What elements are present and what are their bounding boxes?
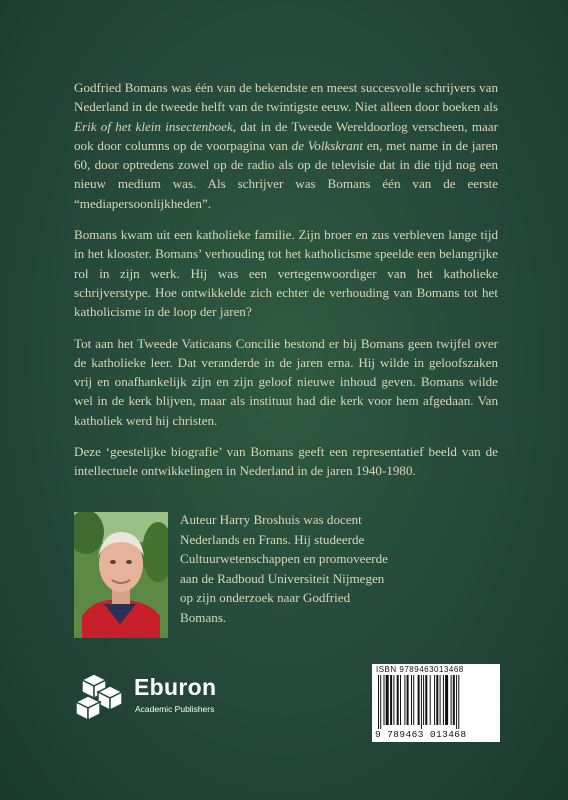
barcode-bar: [440, 675, 441, 725]
barcode-bar: [413, 675, 414, 725]
barcode-bar: [380, 675, 381, 729]
blurb-paragraph-4: Deze ‘geestelijke biografie’ van Bomans geeft een representatief beeld van de intellectuele ontwikkelingen in Nederland in de jaren 1940-1980.: [74, 444, 498, 479]
barcode-bar: [423, 675, 424, 725]
barcode-bar: [458, 675, 459, 729]
publisher-name: Eburon: [134, 674, 217, 700]
barcode-bar: [421, 675, 422, 729]
barcode-bar: [453, 675, 455, 725]
barcode-bar: [384, 675, 385, 725]
blurb-paragraph-2: Bomans kwam uit een katholieke familie. Zijn broer en zus verbleven lange tijd in het klooster. Bomans’ verhouding tot het katholicisme speelde een belangrijke rol in zijn werk. Hij was een vertegenwoordiger van het katholieke schrijverstype. Hoe ontwikkelde zich echter de verhouding van Bomans tot het katholicisme in de loop der jaren?: [74, 227, 498, 320]
barcode-bar: [425, 675, 427, 725]
book-title: Erik of het klein insectenboek: [74, 118, 233, 134]
isbn-digits: 9 789463 013468: [375, 729, 467, 740]
barcode-bar: [397, 675, 399, 725]
blurb-paragraph-1: Godfried Bomans was één van de bekendste en meest succesvolle schrijvers van Nederland in de tweede helft van de twintigste eeuw. Niet alleen door boeken als Erik of het klein insectenboek, dat in de Tweede Wereldoorlog verscheen, maar ook door columns op de voorpagina van de Volkskrant en, met name in de jaren 60, door optredens zowel op de radio als op de televisie dat in die tijd nog een nieuw medium was. Als schrijver was Bomans één van de eerste “mediapersoonlijkheden”.: [74, 80, 498, 211]
back-cover-blurb: [74, 78, 498, 493]
barcode-bar: [418, 675, 420, 725]
author-bio: Auteur Harry Broshuis was docent Nederlands en Frans. Hij studeerde Cultuurwetenschappen en promoveerde aan de Radboud Universiteit Nijmegen op zijn onderzoek naar Godfried Bomans.: [180, 512, 388, 625]
barcode-bar: [436, 675, 438, 725]
barcode-bar: [434, 675, 435, 725]
eburon-cubes-icon: [74, 672, 130, 724]
author-photo: [74, 512, 168, 638]
barcode-bar: [451, 675, 452, 725]
newspaper-title: de Volkskrant: [291, 137, 364, 153]
barcode-bar: [430, 675, 431, 725]
barcode-bar: [378, 675, 379, 729]
isbn-label: ISBN 9789463013468: [376, 665, 464, 674]
barcode-bar: [407, 675, 409, 725]
barcode-bar: [393, 675, 394, 725]
barcode-bar: [445, 675, 448, 725]
barcode-bars: [376, 675, 496, 729]
barcode-bar: [400, 675, 401, 725]
barcode-bar: [411, 675, 412, 725]
isbn-barcode: [372, 664, 500, 742]
barcode-bar: [404, 675, 405, 725]
barcode-bar: [456, 675, 457, 729]
publisher-subtitle: Academic Publishers: [135, 704, 215, 714]
barcode-bar: [386, 675, 389, 725]
barcode-bar: [390, 675, 392, 725]
publisher-logo: [74, 672, 234, 724]
barcode-bar: [443, 675, 444, 725]
blurb-paragraph-3: Tot aan het Tweede Vaticaans Concilie bestond er bij Bomans geen twijfel over de katholieke leer. Dat veranderde in de jaren erna. Hij wilde in geloofszaken vrij en onafhankelijk zijn en zijn geloof nieuwe inhoud geven. Bomans wilde wel in de kerk blijven, maar als instituut had die kerk voor hem afgedaan. Van katholiek werd hij christen.: [74, 335, 498, 428]
